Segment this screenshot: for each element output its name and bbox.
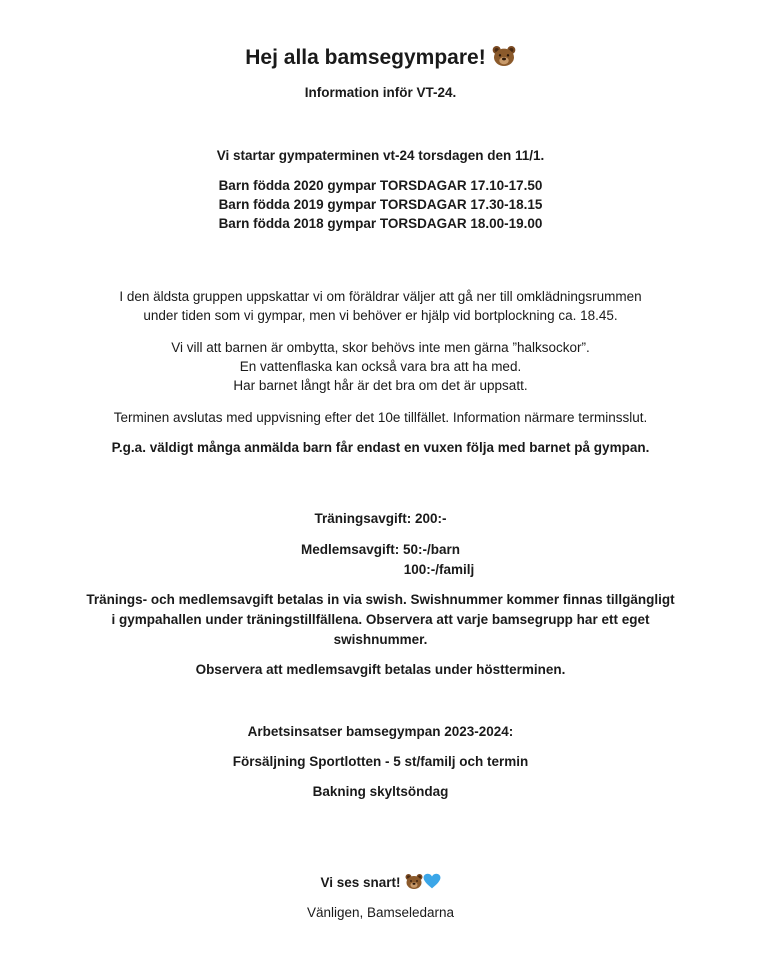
work-duties-title: Arbetsinsatser bamsegympan 2023-2024: (247, 724, 514, 739)
work-duty-sportlotten: Försäljning Sportlotten - 5 st/familj och termin (232, 754, 529, 769)
closing-line (0, 873, 761, 893)
work-duty-baking: Bakning skyltsöndag (312, 784, 449, 799)
clothing-note-line-2: En vattenflaska kan också vara bra att ha med. (239, 359, 522, 374)
training-fee: Träningsavgift: 200:- (314, 511, 447, 526)
subtitle: Information inför VT-24. (304, 85, 457, 100)
adult-rule: P.g.a. väldigt många anmälda barn får endast en vuxen följa med barnet på gympan. (111, 440, 650, 455)
group-schedule-2019: Barn födda 2019 gympar TORSDAGAR 17.30-18.15 (218, 197, 543, 212)
term-start: Vi startar gympaterminen vt-24 torsdagen den 11/1. (216, 148, 545, 163)
parents-note-line-2: under tiden som vi gympar, men vi behöver er hjälp vid bortplockning ca. 18.45. (143, 308, 618, 323)
title-text: Hej alla bamsegympare! (245, 46, 486, 69)
clothing-note-line-1: Vi vill att barnen är ombytta, skor behövs inte men gärna ”halksockor”. (171, 340, 590, 355)
group-schedule-2020: Barn födda 2020 gympar TORSDAGAR 17.10-17.50 (218, 178, 543, 193)
parents-note-line-1: I den äldsta gruppen uppskattar vi om föräldrar väljer att gå ner till omklädningsrummen (119, 289, 642, 304)
membership-fee-family: 100:-/familj (403, 562, 475, 577)
group-schedule-2018: Barn födda 2018 gympar TORSDAGAR 18.00-19.00 (218, 216, 543, 231)
blue-heart-icon (423, 873, 441, 889)
membership-fee: Medlemsavgift: 50:-/barn (300, 542, 461, 557)
bear-face-icon (405, 873, 423, 890)
clothing-note-line-3: Har barnet långt hår är det bra om det är uppsatt. (233, 378, 528, 393)
closing-text: Vi ses snart! (320, 875, 401, 890)
bear-face-icon (492, 45, 516, 67)
term-end-note: Terminen avslutas med uppvisning efter det 10e tillfället. Information närmare terminsslut. (113, 410, 648, 425)
page-title (0, 44, 761, 72)
payment-note-line-1: Tränings- och medlemsavgift betalas in via swish. Swishnummer kommer finnas tillgängligt (86, 592, 675, 607)
autumn-fee-note: Observera att medlemsavgift betalas under höstterminen. (195, 662, 566, 677)
payment-note-line-2: i gympahallen under träningstillfällena. Observera att varje bamsegrupp har ett eget (111, 612, 650, 627)
signature: Vänligen, Bamseledarna (306, 905, 455, 920)
payment-note-line-3: swishnummer. (333, 632, 428, 647)
